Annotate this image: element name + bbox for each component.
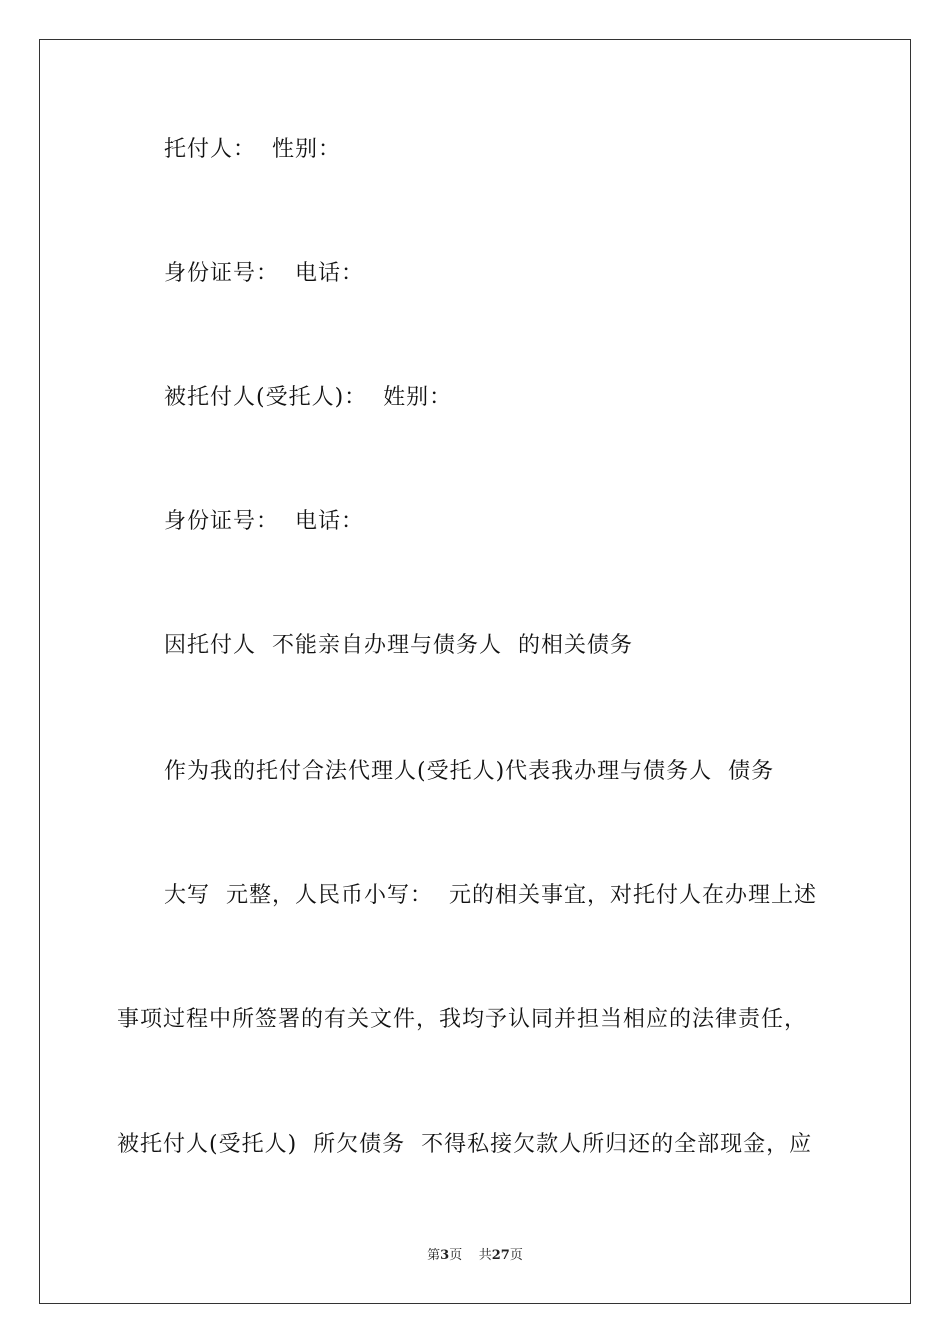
footer-page-number: 3 <box>440 1248 450 1263</box>
text-line-amount: 大写 元整，人民币小写： 元的相关事宜，对托付人在办理上述 <box>164 883 817 908</box>
text-line-consignor-id: 身份证号： 电话： <box>164 261 364 286</box>
page-footer <box>0 1247 950 1265</box>
text-line-responsibility: 事项过程中所签署的有关文件，我均予认同并担当相应的法律责任， <box>117 1007 808 1032</box>
text-line-consignee: 被托付人(受托人)： 姓别： <box>164 385 453 410</box>
page-border <box>39 39 911 1304</box>
footer-total-pages: 27 <box>491 1248 510 1263</box>
text-line-consignee-id: 身份证号： 电话： <box>164 509 364 534</box>
footer-total-suffix: 页 <box>509 1248 523 1263</box>
footer-page-suffix: 页 <box>449 1248 463 1263</box>
footer-page-prefix: 第 <box>427 1248 441 1263</box>
text-line-reason: 因托付人 不能亲自办理与债务人 的相关债务 <box>164 633 633 658</box>
text-line-authorization: 作为我的托付合法代理人(受托人)代表我办理与债务人 债务 <box>164 759 775 784</box>
text-line-consignor: 托付人： 性别： <box>164 137 341 162</box>
footer-total-prefix: 共 <box>478 1248 492 1263</box>
text-line-restriction: 被托付人(受托人) 所欠债务 不得私接欠款人所归还的全部现金，应 <box>117 1132 813 1157</box>
